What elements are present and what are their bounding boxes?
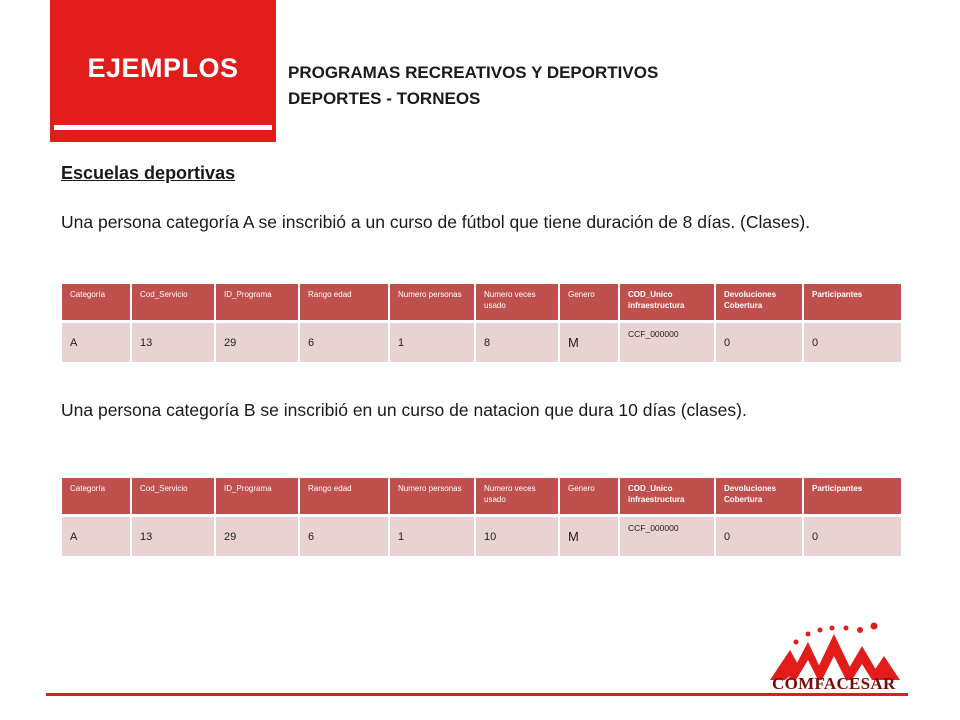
column-header: Devoluciones Cobertura [716, 478, 804, 514]
column-header: Numero veces usado [476, 478, 560, 514]
table-cell: 0 [804, 514, 903, 556]
table-cell: A [62, 320, 132, 362]
table-cell: CCF_000000 [620, 514, 716, 556]
column-header: Numero veces usado [476, 284, 560, 320]
column-header: Categoría [62, 478, 132, 514]
tab-title: EJEMPLOS [87, 53, 239, 83]
tab-underline [54, 125, 272, 130]
table-cell: A [62, 514, 132, 556]
column-header: ID_Programa [216, 478, 300, 514]
column-header: COD_Unico infraestructura [620, 284, 716, 320]
column-header: Numero personas [390, 478, 476, 514]
table-cell: 0 [716, 514, 804, 556]
column-header: Cod_Servicio [132, 284, 216, 320]
column-header: Genero [560, 284, 620, 320]
table-cell: 29 [216, 514, 300, 556]
header-subtitle [288, 60, 658, 112]
table-cell: 13 [132, 320, 216, 362]
header-line-2: DEPORTES - TORNEOS [288, 89, 481, 108]
table-cell: 0 [804, 320, 903, 362]
table-cell: 13 [132, 514, 216, 556]
table-cell: 1 [390, 320, 476, 362]
table-cell: 10 [476, 514, 560, 556]
table-cell: 1 [390, 514, 476, 556]
table-cell: 6 [300, 514, 390, 556]
bottom-divider [46, 693, 908, 696]
table-cell: M [560, 320, 620, 362]
table-cell: 8 [476, 320, 560, 362]
header-line-1: PROGRAMAS RECREATIVOS Y DEPORTIVOS [288, 63, 659, 82]
paragraph-2: Una persona categoría B se inscribió en un curso de natacion que dura 10 días (clases). [61, 400, 747, 420]
logo-text: COMFACESAR [772, 674, 896, 693]
column-header: Participantes [804, 284, 903, 320]
column-header: Devoluciones Cobertura [716, 284, 804, 320]
title-tab [50, 0, 276, 142]
column-header: Genero [560, 478, 620, 514]
column-header: ID_Programa [216, 284, 300, 320]
column-header: COD_Unico infraestructura [620, 478, 716, 514]
table-row [62, 514, 903, 556]
table-cell: CCF_000000 [620, 320, 716, 362]
paragraph-1: Una persona categoría A se inscribió a un curso de fútbol que tiene duración de 8 días. (Clases). [61, 212, 811, 232]
column-header: Participantes [804, 478, 903, 514]
table-cell: 6 [300, 320, 390, 362]
column-header: Rango edad [300, 478, 390, 514]
table-header-row [62, 284, 903, 320]
section-title: Escuelas deportivas [61, 163, 236, 183]
column-header: Cod_Servicio [132, 478, 216, 514]
data-table-1 [62, 284, 903, 362]
column-header: Categoría [62, 284, 132, 320]
data-table-2 [62, 478, 903, 556]
table-row [62, 320, 903, 362]
column-header: Rango edad [300, 284, 390, 320]
table-header-row [62, 478, 903, 514]
table-cell: 0 [716, 320, 804, 362]
table-cell: 29 [216, 320, 300, 362]
column-header: Numero personas [390, 284, 476, 320]
table-cell: M [560, 514, 620, 556]
